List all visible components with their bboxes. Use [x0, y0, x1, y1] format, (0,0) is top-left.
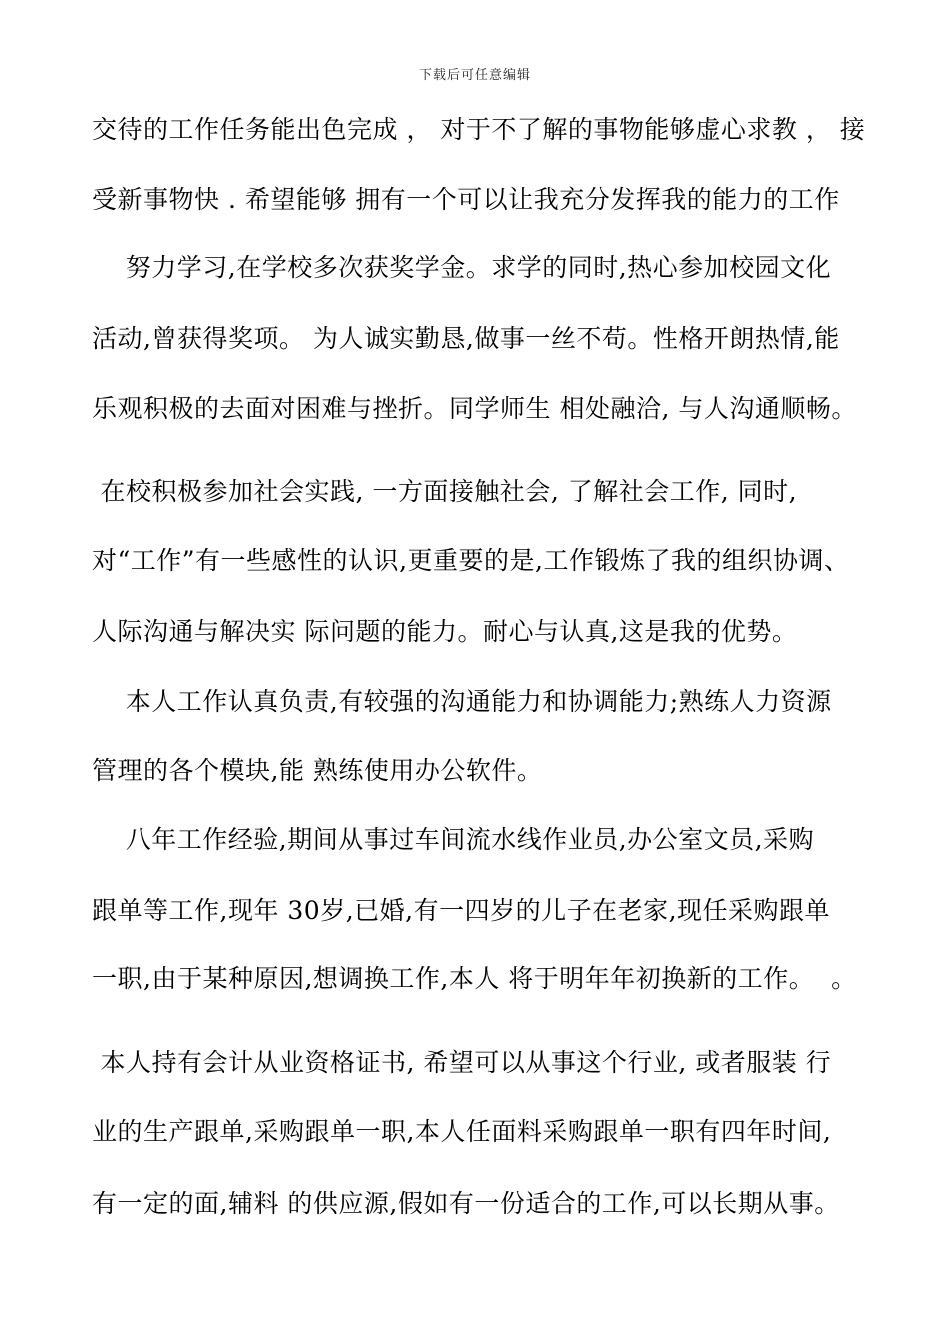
text-line: 跟单等工作,现年 30岁,已婚,有一四岁的儿子在老家,现任采购跟单 [92, 896, 831, 925]
text-line: 对“工作”有一些感性的认识,更重要的是,工作锻炼了我的组织协调、 [92, 546, 850, 575]
text-line: 受新事物快 . 希望能够 拥有一个可以让我充分发挥我的能力的工作 [92, 185, 840, 214]
text-line: 在校积极参加社会实践, 一方面接触社会, 了解社会工作, 同时, [92, 477, 798, 506]
text-line: 活动,曾获得奖项。 为人诚实勤恳,做事一丝不苟。性格开朗热情,能 [92, 324, 840, 353]
text-line: 本人持有会计从业资格证书, 希望可以从事这个行业, 或者服装 行 [92, 1048, 832, 1077]
text-line: 人际沟通与解决实 际问题的能力。耐心与认真,这是我的优势。 [92, 617, 798, 646]
text-line: 一职,由于某种原因,想调换工作,本人 将于明年年初换新的工作。 。 [92, 964, 857, 993]
text-line: 业的生产跟单,采购跟单一职,本人任面料采购跟单一职有四年时间, [92, 1117, 832, 1146]
page-header: 下载后可任意编辑 [418, 68, 531, 83]
text-line: 管理的各个模块,能 熟练使用办公软件。 [92, 756, 543, 785]
text-line: 乐观积极的去面对困难与挫折。同学师生 相处融洽, 与人沟通顺畅。 [92, 394, 857, 423]
text-line: 努力学习,在学校多次获奖学金。求学的同时,热心参加校园文化 [92, 253, 832, 282]
text-line: 有一定的面,辅料 的供应源,假如有一份适合的工作,可以长期从事。 [92, 1189, 840, 1218]
text-line: 本人工作认真负责,有较强的沟通能力和协调能力;熟练人力资源 [92, 687, 832, 716]
text-line: 八年工作经验,期间从事过车间流水线作业员,办公室文员,采购 [92, 825, 815, 854]
text-line: 交待的工作任务能出色完成 ， 对于不了解的事物能够虚心求教 ， 接 [92, 115, 866, 144]
